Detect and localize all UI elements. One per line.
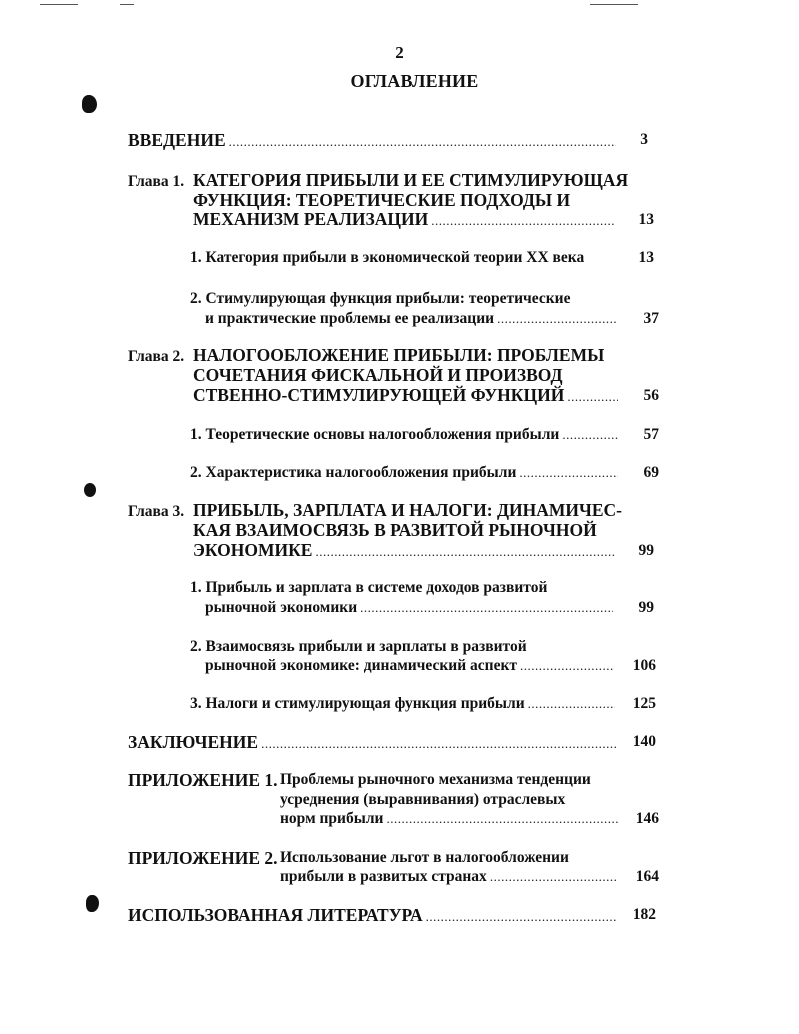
toc-entry-text: 1. Категория прибыли в экономической теории XX века bbox=[190, 249, 585, 266]
leader-dots bbox=[426, 907, 616, 927]
page-number: 2 bbox=[395, 43, 404, 62]
toc-entry-text: ЗАКЛЮЧЕНИЕ bbox=[128, 732, 259, 752]
leader-dots bbox=[528, 694, 615, 714]
toc-entry-ch1-s2-line2[interactable] bbox=[205, 309, 618, 329]
toc-entry-ch1-line1[interactable] bbox=[193, 170, 629, 190]
toc-entry-text: НАЛОГООБЛОЖЕНИЕ ПРИБЫЛИ: ПРОБЛЕМЫ bbox=[193, 345, 605, 365]
toc-entry-text: 2. Характеристика налогообложения прибыли bbox=[190, 464, 517, 481]
toc-entry-text: прибыли в развитых странах bbox=[280, 868, 487, 885]
toc-page-number: 13 bbox=[638, 211, 654, 228]
ink-blot bbox=[84, 483, 96, 497]
toc-entry-ch1-line3[interactable] bbox=[193, 209, 615, 229]
toc-page-number: 99 bbox=[638, 542, 654, 559]
toc-entry-text: ФУНКЦИЯ: ТЕОРЕТИЧЕСКИЕ ПОДХОДЫ И bbox=[193, 190, 571, 210]
toc-page-number: 99 bbox=[638, 599, 654, 616]
toc-entry-text: 1. Теоретические основы налогообложения прибыли bbox=[190, 426, 560, 443]
toc-entry-text: норм прибыли bbox=[280, 810, 384, 827]
toc-entry-intro[interactable] bbox=[128, 130, 616, 150]
toc-entry-ch2-line1[interactable] bbox=[193, 345, 613, 365]
toc-page-number: 182 bbox=[632, 906, 656, 923]
chapter-label: Глава 1. bbox=[128, 173, 185, 190]
toc-page-number: 56 bbox=[643, 387, 659, 404]
toc-entry-text: рыночной экономики bbox=[205, 599, 358, 616]
toc-entry-ch3-s3[interactable] bbox=[190, 694, 615, 714]
toc-entry-ch3-s1-line1[interactable] bbox=[190, 578, 610, 598]
toc-entry-text: 2. Стимулирующая функция прибыли: теоретические bbox=[190, 290, 571, 307]
toc-page-number: 106 bbox=[632, 657, 656, 674]
toc-page-number: 37 bbox=[643, 310, 659, 327]
toc-entry-text: ИСПОЛЬЗОВАННАЯ ЛИТЕРАТУРА bbox=[128, 905, 423, 925]
toc-entry-text: ПРИБЫЛЬ, ЗАРПЛАТА И НАЛОГИ: ДИНАМИЧЕС- bbox=[193, 500, 623, 520]
toc-entry-ch2-s1[interactable] bbox=[190, 425, 618, 445]
toc-entry-bibliography[interactable] bbox=[128, 905, 616, 925]
toc-page-number: 125 bbox=[632, 695, 656, 712]
ink-blot bbox=[82, 95, 97, 113]
toc-entry-ch1-line2[interactable] bbox=[193, 190, 618, 210]
toc-entry-text: КАТЕГОРИЯ ПРИБЫЛИ И ЕЕ СТИМУЛИРУЮЩАЯ bbox=[193, 170, 629, 190]
toc-entry-ch3-line2[interactable] bbox=[193, 520, 613, 540]
toc-entry-ch3-s1-line2[interactable] bbox=[205, 598, 613, 618]
toc-entry-text: СТВЕННО-СТИМУЛИРУЮЩЕЙ ФУНКЦИЙ bbox=[193, 385, 565, 405]
leader-dots bbox=[490, 867, 618, 887]
toc-entry-text: МЕХАНИЗМ РЕАЛИЗАЦИИ bbox=[193, 209, 429, 229]
toc-entry-app1-line3[interactable] bbox=[280, 809, 618, 829]
scan-speck bbox=[40, 4, 78, 5]
scan-speck bbox=[120, 4, 134, 5]
toc-entry-conclusion[interactable] bbox=[128, 732, 616, 752]
leader-dots bbox=[261, 734, 616, 754]
toc-page-number: 57 bbox=[643, 426, 659, 443]
toc-page-number: 69 bbox=[643, 464, 659, 481]
toc-entry-text: 2. Взаимосвязь прибыли и зарплаты в развитой bbox=[190, 638, 527, 655]
toc-page-number: 13 bbox=[638, 249, 654, 266]
toc-entry-text: усреднения (выравнивания) отраслевых bbox=[280, 791, 566, 808]
leader-dots bbox=[520, 656, 613, 676]
leader-dots bbox=[431, 211, 615, 231]
toc-entry-text: 3. Налоги и стимулирующая функция прибыли bbox=[190, 695, 525, 712]
toc-entry-app1-line1[interactable] bbox=[280, 770, 620, 790]
toc-entry-ch2-line3[interactable] bbox=[193, 385, 618, 405]
toc-entry-text: 1. Прибыль и зарплата в системе доходов развитой bbox=[190, 579, 548, 596]
leader-dots bbox=[567, 387, 618, 407]
toc-entry-ch3-s2-line1[interactable] bbox=[190, 637, 610, 657]
leader-dots bbox=[519, 463, 618, 483]
page-title: ОГЛАВЛЕНИЕ bbox=[350, 71, 479, 91]
toc-entry-text: Использование льгот в налогообложении bbox=[280, 849, 569, 866]
leader-dots bbox=[562, 425, 618, 445]
toc-entry-text: ЭКОНОМИКЕ bbox=[193, 540, 313, 560]
toc-entry-text: СОЧЕТАНИЯ ФИСКАЛЬНОЙ И ПРОИЗВОД bbox=[193, 365, 563, 385]
ink-blot bbox=[86, 895, 99, 912]
toc-entry-ch3-line1[interactable] bbox=[193, 500, 623, 520]
toc-entry-ch1-s1[interactable] bbox=[190, 248, 622, 268]
toc-entry-ch2-line2[interactable] bbox=[193, 365, 613, 385]
toc-page-number: 3 bbox=[640, 131, 648, 148]
toc-entry-app2-line1[interactable] bbox=[280, 848, 620, 868]
scan-speck bbox=[590, 4, 638, 5]
toc-entry-text: и практические проблемы ее реализации bbox=[205, 310, 495, 327]
appendix-label: ПРИЛОЖЕНИЕ 1. bbox=[128, 770, 278, 790]
leader-dots bbox=[497, 309, 618, 329]
toc-entry-ch1-s2-line1[interactable] bbox=[190, 289, 610, 309]
toc-entry-ch3-line3[interactable] bbox=[193, 540, 615, 560]
chapter-label: Глава 2. bbox=[128, 348, 185, 365]
toc-entry-text: рыночной экономике: динамический аспект bbox=[205, 657, 518, 674]
toc-page-number: 140 bbox=[632, 733, 656, 750]
toc-entry-text: КАЯ ВЗАИМОСВЯЗЬ В РАЗВИТОЙ РЫНОЧНОЙ bbox=[193, 520, 597, 540]
chapter-label: Глава 3. bbox=[128, 503, 185, 520]
leader-dots bbox=[360, 598, 613, 618]
toc-entry-ch3-s2-line2[interactable] bbox=[205, 656, 613, 676]
leader-dots bbox=[229, 132, 616, 152]
toc-entry-app1-line2[interactable] bbox=[280, 790, 620, 810]
appendix-label: ПРИЛОЖЕНИЕ 2. bbox=[128, 848, 278, 868]
toc-entry-text: ВВЕДЕНИЕ bbox=[128, 130, 226, 150]
toc-entry-app2-line2[interactable] bbox=[280, 867, 618, 887]
leader-dots bbox=[315, 542, 615, 562]
toc-entry-ch2-s2[interactable] bbox=[190, 463, 618, 483]
toc-page-number: 146 bbox=[635, 810, 659, 827]
toc-entry-text: Проблемы рыночного механизма тенденции bbox=[280, 771, 591, 788]
leader-dots bbox=[386, 809, 618, 829]
toc-page-number: 164 bbox=[635, 868, 659, 885]
